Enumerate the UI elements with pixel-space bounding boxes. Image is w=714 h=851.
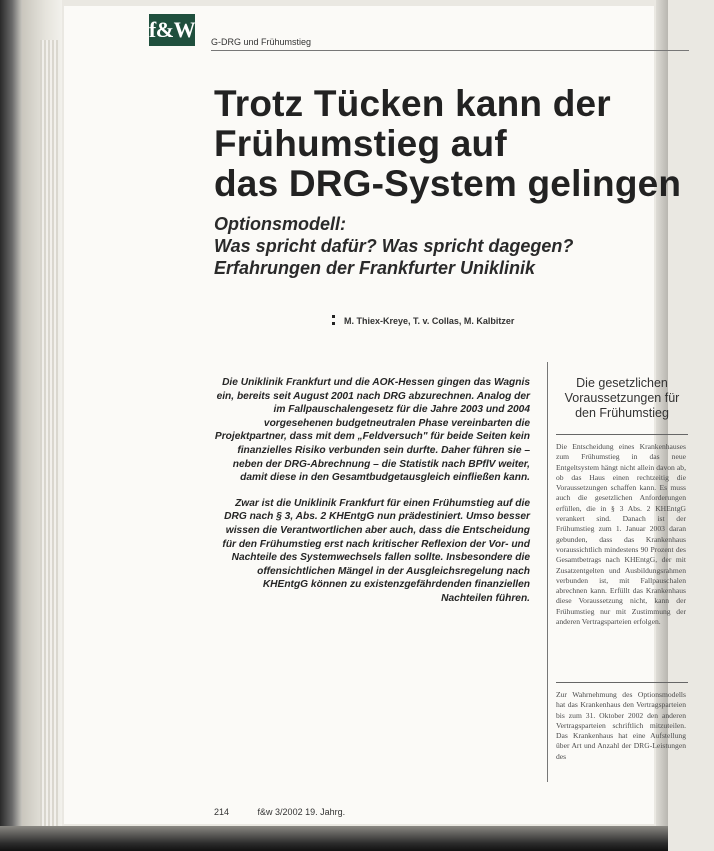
author-bullet-icon <box>332 315 338 325</box>
document-page <box>64 6 686 824</box>
sidebar-title-line: Voraussetzungen für <box>564 391 680 405</box>
page-stack-edges <box>40 40 58 830</box>
title-line: Trotz Tücken kann der <box>214 83 611 124</box>
sidebar-title <box>548 376 688 421</box>
sidebar-rule <box>556 682 688 683</box>
intro-paragraph: Die Uniklinik Frankfurt und die AOK-Hessen gingen das Wagnis ein, bereits seit August 2001 nach DRG abzurechnen. Analog der im Fallpauschalengesetz für die Jahre 2003 und 2004 vorgesehenen budgetneutralen Phase vereinbarten die Projektpartner, dass mit dem „Feldversuch" für beide Seiten kein finanzielles Risiko verbunden sein durfte. Daher führen sie – neben der DRG-Abrechnung – die Statistik nach BPflV weiter, damit diese in den Gesamtbudgetausgleich einfließen kann. <box>214 377 530 484</box>
sidebar-rule <box>556 434 688 435</box>
page-number: 214 <box>214 807 230 817</box>
scan-edge-left <box>0 0 22 851</box>
page-footer <box>214 807 345 817</box>
author-line <box>332 315 514 326</box>
article-subtitle <box>214 213 694 279</box>
subtitle-line: Was spricht dafür? Was spricht dagegen? <box>214 236 574 256</box>
title-line: Frühumstieg auf <box>214 123 507 164</box>
journal-logo: f&W <box>149 14 195 46</box>
sidebar-title-line: den Frühumstieg <box>575 406 669 420</box>
journal-issue: f&w 3/2002 19. Jahrg. <box>257 807 346 817</box>
info-sidebar <box>547 362 688 782</box>
subtitle-line: Erfahrungen der Frankfurter Uniklinik <box>214 258 536 278</box>
authors-text: M. Thiex-Kreye, T. v. Collas, M. Kalbitzer <box>344 316 515 326</box>
sidebar-paragraph: Die Entscheidung eines Krankenhauses zum Frühumstieg in das neue Entgeltsystem hängt nicht allein davon ab, ob das Haus einen rechtzeitig die Voraussetzungen schaffen kann. Es muss auch die gesetzlichen Anforderungen erfüllen, die in § 3 Abs. 2 KHEntgG verankert sind. Danach ist der Frühumstieg zum 1. Januar 2003 daran gebunden, dass das Krankenhaus voraussichtlich mindestens 90 Prozent des Gesamtbetrags nach KHEntgG, der mit Zusatzentgelten und Ausbildungsrahmen verbunden ist, mit Fallpauschalen abrechnen kann. Erfüllt das Krankenhaus diese Voraussetzung nicht, kann der Frühumstieg nur mit Zustimmung der anderen Vertragsparteien erfolgen. <box>556 442 686 627</box>
header-rule <box>211 50 689 51</box>
article-title <box>214 84 714 204</box>
sidebar-paragraph: Zur Wahrnehmung des Optionsmodells hat das Krankenhaus den Vertragsparteien bis zum 31. Oktober 2002 den anderen Vertragsparteien schriftlich mitzuteilen. Das Krankenhaus hat eine Aufstellung über Art und Anzahl der DRG-Leistungen des <box>556 690 686 761</box>
scan-edge-bottom <box>0 826 668 851</box>
intro-paragraph: Zwar ist die Uniklinik Frankfurt für einen Frühumstieg auf die DRG nach § 3, Abs. 2 KHEntgG nun prädestiniert. Umso besser wissen die Verantwortlichen aber auch, dass die Entscheidung für den Frühumstieg erst nach kritischer Reflexion der Vor- und Nachteile des Systemwechsels fallen sollte. Insbesondere die offensichtlichen Mängel in der Ausgleichsregelung nach KHEntgG können zu existenzgefährdenden finanziellen Nachteilen führen. <box>222 497 530 604</box>
subtitle-line: Optionsmodell: <box>214 214 346 234</box>
article-intro <box>214 376 530 618</box>
section-label: G-DRG und Frühumstieg <box>211 37 312 47</box>
sidebar-title-line: Die gesetzlichen <box>576 376 668 390</box>
title-line: das DRG-System gelingen <box>214 163 682 204</box>
